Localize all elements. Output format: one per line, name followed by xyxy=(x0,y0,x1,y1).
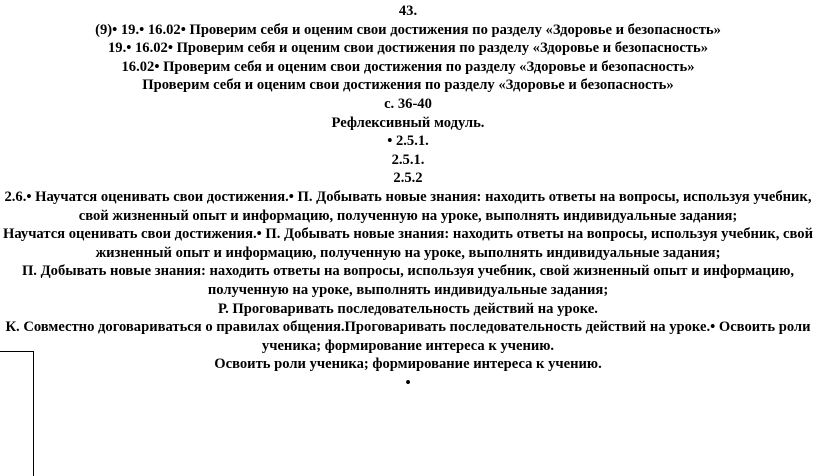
module-name: Рефлексивный модуль. xyxy=(331,114,485,131)
outcome-paragraph-1: 2.6.• Научатся оценивать свои достижения.• П. Добывать новые знания: находить ответы на вопросы, используя учебник, свой жизненный опыт и информацию, полученную на уроке, выполнять индивидуальные задания; xyxy=(4,188,812,224)
code-line-1: • 2.5.1. xyxy=(387,133,429,150)
communicative-outcome: К. Совместно договариваться о правилах общения.Проговаривать последовательность действий на уроке.• Освоить роли ученика; формирование интереса к учению. xyxy=(5,319,811,354)
lesson-topic-line-3: 16.02• Проверим себя и оценим свои достижения по разделу «Здоровье и безопасность» xyxy=(121,58,695,75)
lesson-topic-line-1: (9)• 19.• 16.02• Проверим себя и оценим свои достижения по разделу «Здоровье и безопасность» xyxy=(95,21,721,38)
regulatory-outcome: Р. Проговаривать последовательность действий на уроке. xyxy=(218,300,598,317)
textbook-pages: с. 36-40 xyxy=(384,95,432,112)
bullet-mark: • xyxy=(405,374,411,391)
item-number: 43. xyxy=(398,3,418,19)
lesson-topic-line-2: 19.• 16.02• Проверим себя и оценим свои достижения по разделу «Здоровье и безопасность» xyxy=(107,40,708,57)
personal-outcome: Освоить роли ученика; формирование интереса к учению. xyxy=(214,356,602,373)
code-line-2: 2.5.1. xyxy=(391,151,425,168)
code-line-3: 2.5.2 xyxy=(393,170,423,187)
outcome-paragraph-3: П. Добывать новые знания: находить ответы на вопросы, используя учебник, свой жизненный опыт и информацию, полученную на уроке, выполнять индивидуальные задания; xyxy=(21,263,795,298)
lesson-topic-line-4: Проверим себя и оценим свои достижения по разделу «Здоровье и безопасность» xyxy=(142,77,674,94)
outcome-paragraph-2: Научатся оценивать свои достижения.• П. Добывать новые знания: находить ответы на вопросы, используя учебник, свой жизненный опыт и информацию, полученную на уроке, выполнять индивидуальные задания; xyxy=(3,226,813,261)
table-cell-border xyxy=(0,351,34,476)
